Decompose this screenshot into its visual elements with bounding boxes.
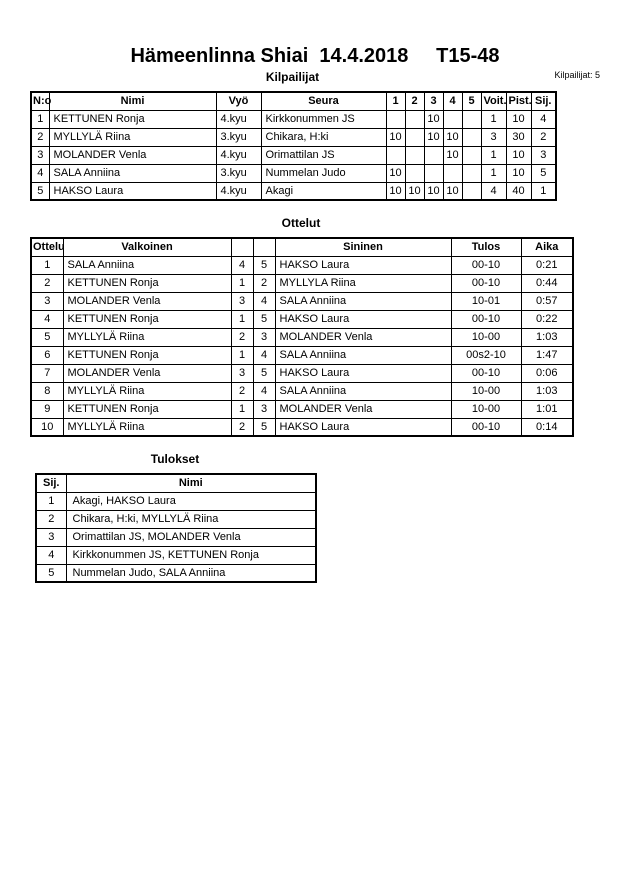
kilpailijat-cell: 4.kyu — [216, 146, 261, 164]
kilpailijat-cell: Chikara, H:ki — [261, 128, 386, 146]
kilpailijat-cell: 5 — [31, 182, 49, 200]
table-row — [31, 164, 556, 182]
kilpailijat-cell: 5 — [531, 164, 556, 182]
kilpailijat-cell: 10 — [443, 128, 462, 146]
ottelut-cell: 1 — [231, 400, 253, 418]
ottelut-column-header: Sininen — [275, 238, 451, 256]
kilpailijat-cell — [386, 110, 405, 128]
ottelut-cell: 1 — [231, 310, 253, 328]
ottelut-cell: 1:01 — [521, 400, 573, 418]
kilpailijat-cell — [443, 110, 462, 128]
tulokset-cell: Orimattilan JS, MOLANDER Venla — [66, 528, 316, 546]
kilpailijat-cell — [405, 146, 424, 164]
kilpailijat-cell: 10 — [386, 128, 405, 146]
ottelut-cell: 0:21 — [521, 256, 573, 274]
kilpailijat-cell — [462, 146, 481, 164]
table-row — [31, 110, 556, 128]
ottelut-cell: 0:14 — [521, 418, 573, 436]
ottelut-cell: 00-10 — [451, 418, 521, 436]
ottelut-cell: 2 — [253, 274, 275, 292]
table-row — [31, 128, 556, 146]
ottelut-cell: 8 — [31, 382, 63, 400]
kilpailijat-cell: 3.kyu — [216, 164, 261, 182]
ottelut-cell: 1 — [231, 274, 253, 292]
tulokset-cell: 3 — [36, 528, 66, 546]
table-row — [31, 364, 573, 382]
page-title: Hämeenlinna Shiai 14.4.2018 T15-48 — [130, 45, 500, 67]
table-row — [36, 492, 316, 510]
kilpailijat-cell: 4.kyu — [216, 110, 261, 128]
kilpailijat-cell — [462, 110, 481, 128]
kilpailijat-cell — [405, 110, 424, 128]
kilpailijat-cell — [462, 128, 481, 146]
table-row — [31, 328, 573, 346]
ottelut-cell: 6 — [31, 346, 63, 364]
kilpailijat-column-header: 1 — [386, 92, 405, 110]
kilpailijat-cell: 10 — [506, 164, 531, 182]
ottelut-cell: MYLLYLÄ Riina — [63, 418, 231, 436]
ottelut-column-header — [253, 238, 275, 256]
ottelut-cell: 00-10 — [451, 364, 521, 382]
ottelut-cell: 10-00 — [451, 400, 521, 418]
kilpailijat-column-header: 4 — [443, 92, 462, 110]
kilpailijat-cell — [424, 164, 443, 182]
matches-header-row — [31, 238, 573, 256]
ottelut-cell: MYLLYLA Riina — [275, 274, 451, 292]
tulokset-cell: 5 — [36, 564, 66, 582]
table-row — [31, 182, 556, 200]
tulokset-cell: 4 — [36, 546, 66, 564]
tulokset-cell: 2 — [36, 510, 66, 528]
table-row — [31, 292, 573, 310]
ottelut-cell: 1:03 — [521, 382, 573, 400]
ottelut-cell: 1:03 — [521, 328, 573, 346]
ottelut-cell: 4 — [253, 346, 275, 364]
ottelut-cell: 1:47 — [521, 346, 573, 364]
ottelut-cell: 9 — [31, 400, 63, 418]
ottelut-cell: KETTUNEN Ronja — [63, 346, 231, 364]
section-kilpailijat — [30, 70, 555, 201]
kilpailijat-cell: 10 — [405, 182, 424, 200]
ottelut-column-header: Aika — [521, 238, 573, 256]
kilpailijat-cell: SALA Anniina — [49, 164, 216, 182]
kilpailijat-cell: 3 — [531, 146, 556, 164]
ottelut-column-header: Ottelu — [31, 238, 63, 256]
ottelut-cell: 3 — [253, 328, 275, 346]
tulokset-cell: 1 — [36, 492, 66, 510]
kilpailijat-column-header: Seura — [261, 92, 386, 110]
ottelut-cell: 5 — [253, 418, 275, 436]
kilpailijat-cell: 10 — [443, 146, 462, 164]
ottelut-cell: 0:57 — [521, 292, 573, 310]
kilpailijat-cell: 10 — [386, 182, 405, 200]
kilpailijat-cell: 3 — [481, 128, 506, 146]
kilpailijat-column-header: 5 — [462, 92, 481, 110]
kilpailijat-cell: 4 — [531, 110, 556, 128]
ottelut-cell: SALA Anniina — [63, 256, 231, 274]
kilpailijat-column-header: Voit. — [481, 92, 506, 110]
table-row — [31, 310, 573, 328]
table-row — [31, 274, 573, 292]
ottelut-cell: 2 — [231, 418, 253, 436]
table-row — [31, 418, 573, 436]
kilpailijat-column-header: Nimi — [49, 92, 216, 110]
ottelut-cell: 5 — [253, 256, 275, 274]
ottelut-cell: 4 — [253, 292, 275, 310]
ottelut-cell: 1 — [31, 256, 63, 274]
kilpailijat-cell: 1 — [481, 146, 506, 164]
ottelut-cell: MOLANDER Venla — [63, 364, 231, 382]
kilpailijat-column-header: 3 — [424, 92, 443, 110]
ottelut-cell: HAKSO Laura — [275, 418, 451, 436]
ottelut-cell: 0:06 — [521, 364, 573, 382]
ottelut-cell: 00s2-10 — [451, 346, 521, 364]
ottelut-cell: 3 — [231, 292, 253, 310]
ottelut-cell: MYLLYLÄ Riina — [63, 328, 231, 346]
kilpailijat-cell: 10 — [424, 182, 443, 200]
kilpailijat-cell: 1 — [481, 164, 506, 182]
kilpailijat-cell: HAKSO Laura — [49, 182, 216, 200]
tulokset-cell: Akagi, HAKSO Laura — [66, 492, 316, 510]
ottelut-cell: SALA Anniina — [275, 292, 451, 310]
kilpailijat-cell — [443, 164, 462, 182]
ottelut-cell: 10-00 — [451, 328, 521, 346]
kilpailijat-cell: Orimattilan JS — [261, 146, 386, 164]
ottelut-cell: KETTUNEN Ronja — [63, 400, 231, 418]
kilpailijat-cell — [405, 164, 424, 182]
table-row — [36, 510, 316, 528]
table-row — [31, 256, 573, 274]
table-row — [31, 346, 573, 364]
ottelut-cell: 3 — [253, 400, 275, 418]
kilpailijat-cell: 3.kyu — [216, 128, 261, 146]
competitors-table — [30, 91, 557, 201]
ottelut-cell: SALA Anniina — [275, 346, 451, 364]
ottelut-cell: MOLANDER Venla — [275, 328, 451, 346]
ottelut-cell: KETTUNEN Ronja — [63, 274, 231, 292]
kilpailijat-cell — [405, 128, 424, 146]
tulokset-cell: Chikara, H:ki, MYLLYLÄ Riina — [66, 510, 316, 528]
table-row — [31, 400, 573, 418]
ottelut-cell: 0:22 — [521, 310, 573, 328]
ottelut-column-header — [231, 238, 253, 256]
kilpailijat-cell: 10 — [424, 110, 443, 128]
kilpailijat-cell: 1 — [531, 182, 556, 200]
ottelut-cell: 4 — [31, 310, 63, 328]
ottelut-cell: 00-10 — [451, 256, 521, 274]
table-row — [31, 382, 573, 400]
kilpailijat-cell: 10 — [424, 128, 443, 146]
ottelut-cell: 4 — [231, 256, 253, 274]
ottelut-cell: 2 — [231, 328, 253, 346]
ottelut-cell: HAKSO Laura — [275, 310, 451, 328]
ottelut-column-header: Valkoinen — [63, 238, 231, 256]
kilpailijat-cell — [424, 146, 443, 164]
tulokset-cell: Nummelan Judo, SALA Anniina — [66, 564, 316, 582]
kilpailijat-cell: Akagi — [261, 182, 386, 200]
table-row — [36, 528, 316, 546]
kilpailijat-column-header: Sij. — [531, 92, 556, 110]
ottelut-cell: 3 — [231, 364, 253, 382]
kilpailijat-cell: 10 — [443, 182, 462, 200]
kilpailijat-cell: Kirkkonummen JS — [261, 110, 386, 128]
ottelut-cell: 5 — [253, 310, 275, 328]
kilpailijat-column-header: N:o — [31, 92, 49, 110]
ottelut-cell: 0:44 — [521, 274, 573, 292]
kilpailijat-cell: 10 — [506, 110, 531, 128]
table-row — [31, 146, 556, 164]
kilpailijat-cell: 1 — [31, 110, 49, 128]
competitors-header-row — [31, 92, 556, 110]
competitor-count-label: Kilpailijat: 5 — [554, 70, 600, 80]
ottelut-cell: 7 — [31, 364, 63, 382]
matches-table — [30, 237, 574, 437]
kilpailijat-cell: MYLLYLÄ Riina — [49, 128, 216, 146]
ottelut-cell: MYLLYLÄ Riina — [63, 382, 231, 400]
ottelut-cell: HAKSO Laura — [275, 256, 451, 274]
kilpailijat-cell: 40 — [506, 182, 531, 200]
ottelut-cell: SALA Anniina — [275, 382, 451, 400]
ottelut-cell: 10 — [31, 418, 63, 436]
kilpailijat-column-header: Vyö — [216, 92, 261, 110]
kilpailijat-cell — [462, 164, 481, 182]
final-results-table — [35, 473, 317, 583]
ottelut-cell: MOLANDER Venla — [63, 292, 231, 310]
kilpailijat-cell: KETTUNEN Ronja — [49, 110, 216, 128]
kilpailijat-cell: MOLANDER Venla — [49, 146, 216, 164]
kilpailijat-cell: 4 — [31, 164, 49, 182]
ottelut-cell: 10-01 — [451, 292, 521, 310]
tulokset-column-header: Nimi — [66, 474, 316, 492]
ottelut-cell: 10-00 — [451, 382, 521, 400]
ottelut-cell: 2 — [231, 382, 253, 400]
ottelut-cell: 00-10 — [451, 274, 521, 292]
ottelut-cell: 2 — [31, 274, 63, 292]
ottelut-cell: HAKSO Laura — [275, 364, 451, 382]
tulokset-column-header: Sij. — [36, 474, 66, 492]
kilpailijat-column-header: 2 — [405, 92, 424, 110]
section-title-kilpailijat: Kilpailijat — [265, 70, 320, 84]
ottelut-column-header: Tulos — [451, 238, 521, 256]
kilpailijat-cell: 4.kyu — [216, 182, 261, 200]
kilpailijat-cell — [386, 146, 405, 164]
section-tulokset — [35, 452, 315, 583]
section-title-ottelut: Ottelut — [281, 216, 321, 230]
table-row — [36, 564, 316, 582]
kilpailijat-cell: 10 — [386, 164, 405, 182]
final-results-header-row — [36, 474, 316, 492]
ottelut-cell: 00-10 — [451, 310, 521, 328]
section-ottelut — [30, 216, 572, 437]
section-title-tulokset: Tulokset — [150, 452, 200, 466]
kilpailijat-cell: 2 — [31, 128, 49, 146]
ottelut-cell: 3 — [31, 292, 63, 310]
ottelut-cell: 5 — [253, 364, 275, 382]
kilpailijat-cell: 2 — [531, 128, 556, 146]
kilpailijat-cell: 1 — [481, 110, 506, 128]
ottelut-cell: MOLANDER Venla — [275, 400, 451, 418]
kilpailijat-cell: Nummelan Judo — [261, 164, 386, 182]
kilpailijat-cell: 10 — [506, 146, 531, 164]
kilpailijat-cell: 4 — [481, 182, 506, 200]
tulokset-cell: Kirkkonummen JS, KETTUNEN Ronja — [66, 546, 316, 564]
ottelut-cell: 5 — [31, 328, 63, 346]
kilpailijat-cell — [462, 182, 481, 200]
ottelut-cell: 4 — [253, 382, 275, 400]
kilpailijat-cell: 30 — [506, 128, 531, 146]
ottelut-cell: 1 — [231, 346, 253, 364]
kilpailijat-column-header: Pist. — [506, 92, 531, 110]
kilpailijat-cell: 3 — [31, 146, 49, 164]
ottelut-cell: KETTUNEN Ronja — [63, 310, 231, 328]
table-row — [36, 546, 316, 564]
